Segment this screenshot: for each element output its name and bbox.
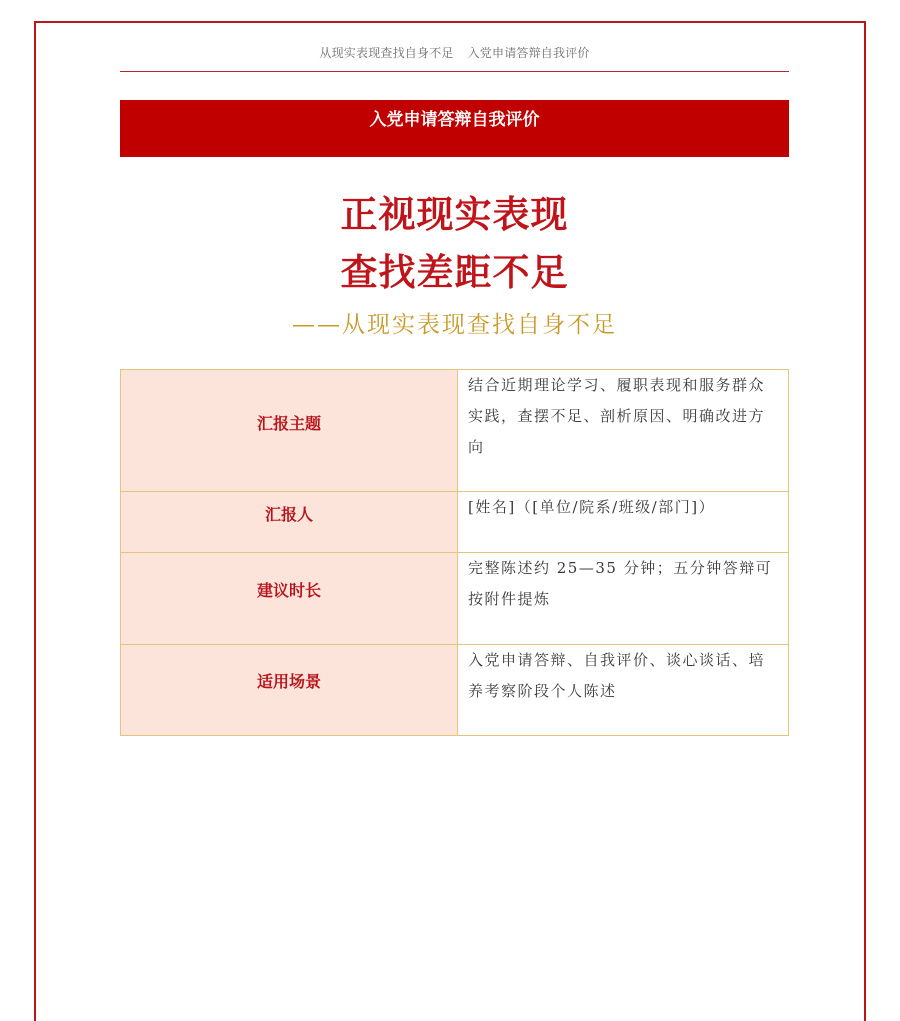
table-row — [121, 553, 789, 645]
section-banner: 入党申请答辩自我评价 — [120, 100, 789, 157]
table-value-topic: 结合近期理论学习、履职表现和服务群众实践，查摆不足、剖析原因、明确改进方向 — [458, 370, 789, 492]
running-header-left: 从现实表现查找自身不足 — [319, 46, 454, 60]
main-title-line-1: 正视现实表现 — [340, 193, 569, 236]
header-rule — [120, 71, 789, 72]
table-value-reporter: [姓名]（[单位/院系/班级/部门]） — [458, 492, 789, 553]
table-label-scenario: 适用场景 — [121, 645, 458, 736]
table-value-scenario: 入党申请答辩、自我评价、谈心谈话、培养考察阶段个人陈述 — [458, 645, 789, 736]
running-header — [120, 44, 789, 61]
table-row — [121, 492, 789, 553]
info-table — [120, 369, 789, 736]
subtitle: ——从现实表现查找自身不足 — [292, 312, 617, 338]
table-label-duration: 建议时长 — [121, 553, 458, 645]
main-title-line-2: 查找差距不足 — [340, 251, 569, 294]
table-label-topic: 汇报主题 — [121, 370, 458, 492]
table-value-duration: 完整陈述约 25—35 分钟；五分钟答辩可按附件提炼 — [458, 553, 789, 645]
table-row — [121, 370, 789, 492]
table-row — [121, 645, 789, 736]
running-header-right: 入党申请答辩自我评价 — [467, 46, 590, 60]
table-label-reporter: 汇报人 — [121, 492, 458, 553]
